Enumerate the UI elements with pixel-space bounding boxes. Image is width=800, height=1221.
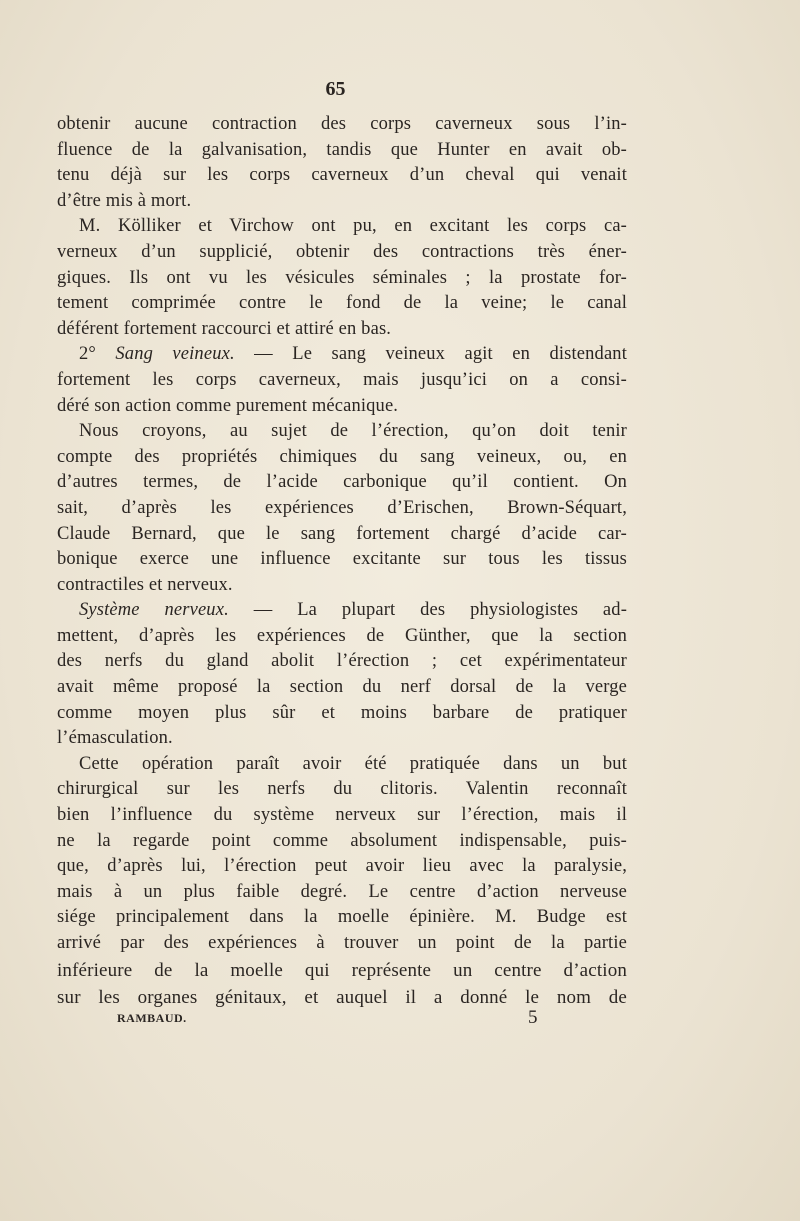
body-text xyxy=(57,112,627,1011)
text-line: ne la regarde point comme absolument indispensable, puis- xyxy=(57,830,627,851)
text-line: que, d’après lui, l’érection peut avoir lieu avec la paralysie, xyxy=(57,856,627,877)
text-line: fluence de la galvanisation, tandis que Hunter en avait ob- xyxy=(57,139,627,160)
section-text: — Le sang veineux agit en distendant xyxy=(234,344,627,365)
text-line: sur les organes génitaux, et auquel il a donné le nom de xyxy=(57,986,627,1008)
text-line: siége principalement dans la moelle épinière. M. Budge est xyxy=(57,907,627,928)
text-line: verneux d’un supplicié, obtenir des contractions très éner- xyxy=(57,241,627,262)
text-line: tenu déjà sur les corps caverneux d’un cheval qui venait xyxy=(57,165,627,186)
text-line: chirurgical sur les nerfs du clitoris. Valentin reconnaît xyxy=(57,779,627,800)
text-line: déré son action comme purement mécanique. xyxy=(57,395,399,416)
text-line: comme moyen plus sûr et moins barbare de pratiquer xyxy=(57,702,627,723)
section-number: 2° xyxy=(79,344,116,365)
text-line: giques. Ils ont vu les vésicules séminales ; la prostate for- xyxy=(57,267,627,288)
section-line-sang-veineux xyxy=(57,342,627,368)
text-line: l’émasculation. xyxy=(57,728,173,749)
text-line: arrivé par des expériences à trouver un point de la partie xyxy=(57,933,627,953)
text-line: bien l’influence du système nerveux sur l’érection, mais il xyxy=(57,805,627,826)
text-line: d’autres termes, de l’acide carbonique qu’il contient. On xyxy=(57,472,627,493)
section-line-systeme-nerveux xyxy=(57,598,627,624)
text-line: obtenir aucune contraction des corps caverneux sous l’in- xyxy=(57,114,627,134)
section-title-sang-veineux: Sang veineux. xyxy=(115,344,235,365)
text-line: fortement les corps caverneux, mais jusqu’ici on a consi- xyxy=(57,369,627,390)
text-line: Cette opération paraît avoir été pratiquée dans un but xyxy=(79,753,627,774)
text-line: tement comprimée contre le fond de la veine; le canal xyxy=(57,293,627,314)
text-line: M. Kölliker et Virchow ont pu, en excitant les corps ca- xyxy=(79,216,627,237)
sheet-number: 5 xyxy=(528,1007,538,1028)
section-title-systeme-nerveux: Système nerveux. xyxy=(79,600,229,621)
text-line: contractiles et nerveux. xyxy=(57,574,233,595)
text-line: mais à un plus faible degré. Le centre d’action nerveuse xyxy=(57,881,627,902)
text-line: Claude Bernard, que le sang fortement chargé d’acide car- xyxy=(57,523,627,544)
text-line: Nous croyons, au sujet de l’érection, qu’on doit tenir xyxy=(79,421,627,442)
text-line: sait, d’après les expériences d’Erischen, Brown-Séquart, xyxy=(57,497,627,518)
text-line: inférieure de la moelle qui représente un centre d’action xyxy=(57,959,627,981)
text-line: avait même proposé la section du nerf dorsal de la verge xyxy=(57,677,627,698)
text-line: compte des propriétés chimiques du sang veineux, ou, en xyxy=(57,446,627,467)
text-line: des nerfs du gland abolit l’érection ; cet expérimentateur xyxy=(57,651,627,672)
text-line: d’être mis à mort. xyxy=(57,190,192,211)
text-line: déférent fortement raccourci et attiré en bas. xyxy=(57,318,392,339)
text-line: mettent, d’après les expériences de Günther, que la section xyxy=(57,625,627,646)
page-number: 65 xyxy=(325,78,346,100)
printer-signature: RAMBAUD. xyxy=(117,1011,187,1025)
text-line: bonique exerce une influence excitante sur tous les tissus xyxy=(57,549,627,570)
section-text: — La plupart des physiologistes ad- xyxy=(228,600,628,621)
